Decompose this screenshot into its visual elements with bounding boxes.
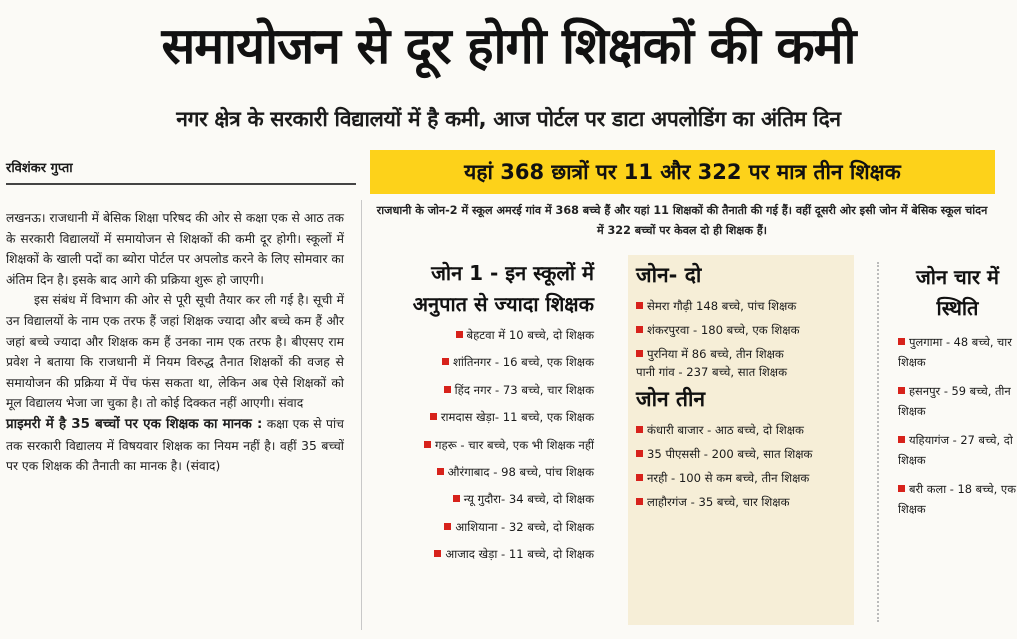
zone-2-3-section <box>636 262 850 516</box>
bullet-icon <box>444 523 451 530</box>
byline-rule <box>6 183 356 185</box>
list-item: लाहौरगंज - 35 बच्चे, चार शिक्षक <box>636 492 850 512</box>
zone-divider <box>877 262 879 622</box>
body-paragraph-3-lead: प्राइमरी में है 35 बच्चों पर एक शिक्षक का मानक : <box>6 416 263 432</box>
bullet-icon <box>636 426 643 433</box>
list-item: आशियाना - 32 बच्चे, दो शिक्षक <box>372 520 622 547</box>
bullet-icon <box>636 474 643 481</box>
bullet-icon <box>636 450 643 457</box>
zone-3-list <box>636 420 850 512</box>
list-item: आजाद खेड़ा - 11 बच्चे, दो शिक्षक <box>372 547 622 574</box>
zone-1-section <box>372 258 622 575</box>
body-paragraph-3-text: कक्षा एक से पांच तक सरकारी विद्यालय में विषयवार शिक्षक का नियम नहीं है। वहीं 35 बच्चों पर एक शिक्षक की तैनाती का मानक है। (संवाद) <box>6 416 344 474</box>
bullet-icon <box>456 331 463 338</box>
highlight-box <box>370 150 995 194</box>
list-item: पानी गांव - 237 बच्चे, सात शिक्षक <box>636 365 788 379</box>
bullet-icon <box>636 302 643 309</box>
zone-4-list <box>898 332 1017 519</box>
list-item: पुरनिया में 86 बच्चे, तीन शिक्षक <box>636 344 850 364</box>
list-item: पुलगामा - 48 बच्चे, चार शिक्षक <box>898 335 1012 369</box>
list-item: शंकरपुरवा - 180 बच्चे, एक शिक्षक <box>636 320 850 340</box>
highlight-text: यहां 368 छात्रों पर 11 और 322 पर मात्र तीन शिक्षक <box>464 160 901 184</box>
list-item: बरी कला - 18 बच्चे, एक शिक्षक <box>898 482 1016 516</box>
bullet-icon <box>434 550 441 557</box>
bullet-icon <box>636 498 643 505</box>
bullet-icon <box>636 350 643 357</box>
zone-1-list <box>372 328 622 575</box>
list-item: कंधारी बाजार - आठ बच्चे, दो शिक्षक <box>636 420 850 440</box>
list-item: गहरू - चार बच्चे, एक भी शिक्षक नहीं <box>372 438 622 465</box>
list-item: औरंगाबाद - 98 बच्चे, पांच शिक्षक <box>372 465 622 492</box>
bullet-icon <box>444 386 451 393</box>
bullet-icon <box>898 387 905 394</box>
column-divider <box>361 200 362 630</box>
list-item: बेहटवा में 10 बच्चे, दो शिक्षक <box>372 328 622 355</box>
body-paragraph-2: इस संबंध में विभाग की ओर से पूरी सूची तैयार कर ली गई है। सूची में उन विद्यालयों के नाम एक तरफ हैं जहां शिक्षक ज्यादा और बच्चे कम हैं और जहां बच्चे ज्यादा और शिक्षक कम हैं उनका नाम एक तरफ है। बीएसए राम प्रवेश ने बताया कि राजधानी में नियम विरुद्ध तैनात शिक्षकों की वजह से समायोजन की प्रक्रिया में पेंच फंस सकता था, लेकिन अब ऐसे शिक्षकों को मूल विद्यालय भेजा जा चुका है। तो कोई दिक्कत नहीं आएगी। संवाद <box>6 293 344 411</box>
bullet-icon <box>898 485 905 492</box>
zone-4-section <box>898 262 1017 528</box>
list-item: हिंद नगर - 73 बच्चे, चार शिक्षक <box>372 383 622 410</box>
bullet-icon <box>424 441 431 448</box>
bullet-icon <box>453 495 460 502</box>
list-item: रामदास खेड़ा- 11 बच्चे, एक शिक्षक <box>372 410 622 437</box>
list-item: सेमरा गौढ़ी 148 बच्चे, पांच शिक्षक <box>636 296 850 316</box>
bullet-icon <box>437 468 444 475</box>
list-item: नरही - 100 से कम बच्चे, तीन शिक्षक <box>636 468 850 488</box>
list-item: न्यू गुदौरा- 34 बच्चे, दो शिक्षक <box>372 492 622 519</box>
bullet-icon <box>636 326 643 333</box>
zone-2-list <box>636 296 850 382</box>
list-item: हसनपुर - 59 बच्चे, तीन शिक्षक <box>898 384 1011 418</box>
subheadline: नगर क्षेत्र के सरकारी विद्यालयों में है कमी, आज पोर्टल पर डाटा अपलोडिंग का अंतिम दिन <box>176 107 841 131</box>
intro-text: राजधानी के जोन-2 में स्कूल अमरई गांव में 368 बच्चे हैं और यहां 11 शिक्षकों की तैनाती की गई हैं। वहीं दूसरी ओर इसी जोन में बेसिक स्कूल चांदन में 322 बच्चों पर केवल दो ही शिक्षक हैं। <box>376 204 988 237</box>
headline: समायोजन से दूर होगी शिक्षकों की कमी <box>161 16 856 75</box>
bullet-icon <box>898 338 905 345</box>
bullet-icon <box>898 436 905 443</box>
zone-4-heading: जोन चार में स्थिति <box>915 265 1000 320</box>
list-item: 35 पीएससी - 200 बच्चे, सात शिक्षक <box>636 444 850 464</box>
body-paragraph-1: लखनऊ। राजधानी में बेसिक शिक्षा परिषद की ओर से कक्षा एक से आठ तक के सरकारी विद्यालयों में समायोजन से शिक्षकों की कमी दूर होगी। स्कूलों में शिक्षकों के खाली पदों का ब्योरा पोर्टल पर अपलोड करने के लिए सोमवार का अंतिम दिन है। इसके बाद आगे की प्रक्रिया शुरू हो जाएगी। <box>6 211 344 287</box>
list-item: शांतिनगर - 16 बच्चे, एक शिक्षक <box>372 355 622 382</box>
body-paragraph-3 <box>6 414 344 477</box>
zone-3-heading: जोन तीन <box>636 387 706 411</box>
byline: रविशंकर गुप्ता <box>6 161 73 176</box>
list-item: यहियागंज - 27 बच्चे, दो शिक्षक <box>898 433 1013 467</box>
bullet-icon <box>442 358 449 365</box>
zone-1-heading: जोन 1 - इन स्कूलों में अनुपात से ज्यादा शिक्षक <box>412 261 594 316</box>
zone-2-heading: जोन- दो <box>636 263 702 287</box>
article-body <box>6 208 344 477</box>
bullet-icon <box>430 413 437 420</box>
